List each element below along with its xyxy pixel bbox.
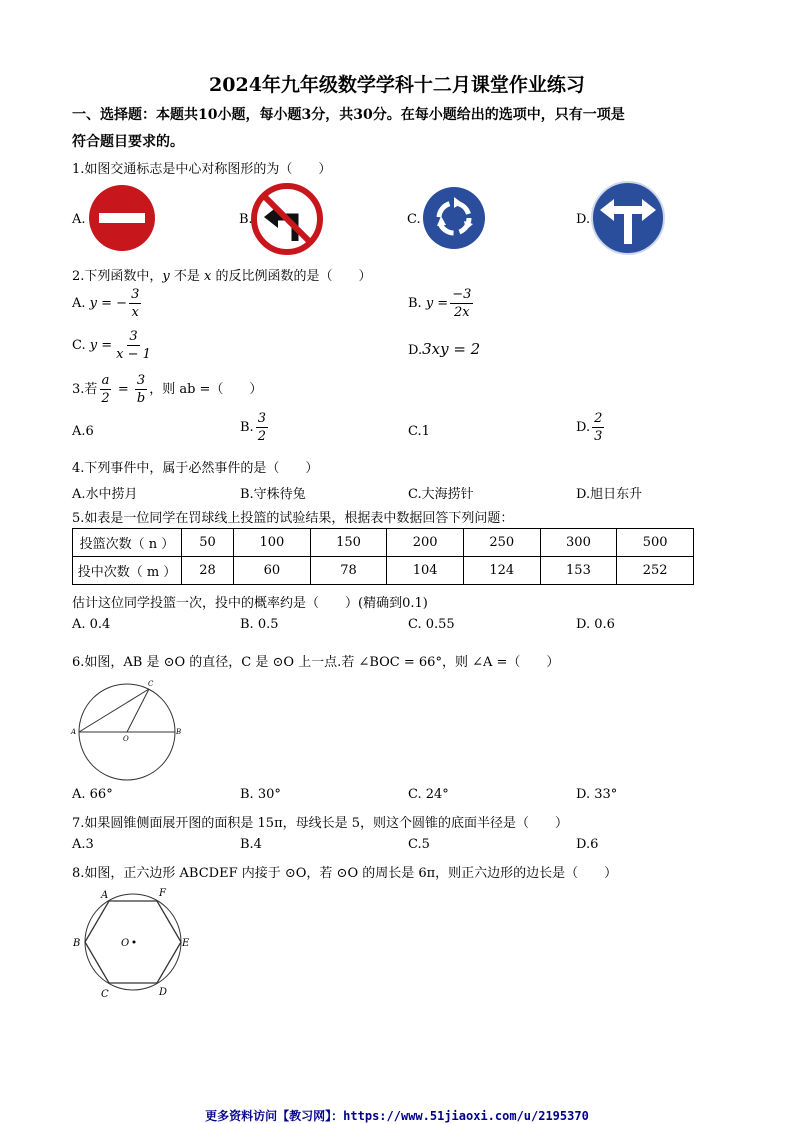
q1-stem: 1.如图交通标志是中心对称图形的为（ ）	[72, 162, 332, 177]
q2-option-c: C. y = $\frac{3}{x - 1}$	[72, 329, 151, 362]
footer-source-link[interactable]: 更多资料访问【教习网】：https://www.51jiaoxi.com/u/2195370	[205, 1109, 589, 1123]
table-cell: 100	[234, 529, 311, 557]
vertex-label-a: A	[101, 890, 109, 901]
q4-option-a: A.水中捞月	[72, 487, 138, 502]
q1-option-d-label: D.	[576, 212, 591, 227]
table-cell: 300	[540, 529, 617, 557]
point-label-c: C	[148, 680, 154, 688]
q2-option-a: A. y = − $\frac{3}{x}$	[72, 287, 140, 320]
vertex-label-e: E	[182, 938, 190, 949]
table-cell: 28	[182, 557, 234, 585]
q5-stem: 5.如表是一位同学在罚球线上投篮的试验结果，根据表中数据回答下列问题：	[72, 511, 514, 526]
table-cell: 104	[387, 557, 464, 585]
table-cell: 500	[617, 529, 694, 557]
no-left-turn-sign-icon	[251, 183, 323, 255]
q6-stem: 6.如图，AB 是 ⊙O 的直径，C 是 ⊙O 上一点.若 ∠BOC = 66°，则 ∠A =（ ）	[72, 655, 560, 670]
q5-option-d: D. 0.6	[576, 617, 615, 632]
q4-stem: 4.下列事件中，属于必然事件的是（ ）	[72, 461, 319, 476]
table-cell: 252	[617, 557, 694, 585]
vertex-label-d: D	[159, 987, 168, 998]
q5-option-a: A. 0.4	[72, 617, 111, 632]
q3-stem: 3.若 $\frac{a}{2}$ = $\frac{3}{b}$ ，则 ab =（ ）	[72, 373, 263, 406]
roundabout-sign-icon	[422, 186, 486, 250]
table-cell: 60	[234, 557, 311, 585]
q5-option-b: B. 0.5	[240, 617, 279, 632]
q5-question: 估计这位同学投篮一次，投中的概率约是（ ）(精确到0.1)	[72, 596, 428, 611]
q1-option-b-label: B.	[239, 212, 253, 227]
point-label-o: O	[123, 735, 129, 743]
q1-option-c-label: C.	[407, 212, 421, 227]
point-label-b: B	[176, 728, 182, 736]
no-entry-sign-icon	[87, 183, 157, 253]
table-row-header: 投中次数（ m ）	[73, 557, 182, 585]
vertex-label-c: C	[101, 989, 109, 1000]
q7-option-b: B.4	[240, 837, 262, 852]
q4-option-b: B.守株待兔	[240, 487, 306, 502]
table-row	[73, 557, 694, 585]
q7-option-a: A.3	[72, 837, 94, 852]
q2-stem: 2.下列函数中，y 不是 x 的反比例函数的是（ ）	[72, 269, 372, 284]
q6-option-d: D. 33°	[576, 787, 618, 802]
q2-option-d: D.3xy = 2	[408, 340, 481, 358]
table-cell: 153	[540, 557, 617, 585]
q7-option-c: C.5	[408, 837, 430, 852]
q4-option-d: D.旭日东升	[576, 487, 643, 502]
table-cell: 124	[463, 557, 540, 585]
q8-stem: 8.如图，正六边形 ABCDEF 内接于 ⊙O，若 ⊙O 的周长是 6π，则正六边形的边长是（ ）	[72, 866, 618, 881]
turn-left-or-right-sign-icon	[590, 180, 666, 256]
table-cell: 78	[310, 557, 387, 585]
q7-option-d: D.6	[576, 837, 599, 852]
page-title: 2024年九年级数学学科十二月课堂作业练习	[209, 74, 585, 96]
q7-stem: 7.如果圆锥侧面展开图的面积是 15π，母线长是 5，则这个圆锥的底面半径是（ ）	[72, 816, 569, 831]
section-heading-line1: 一、选择题：本题共10小题，每小题3分，共30分。在每小题给出的选项中，只有一项是	[72, 107, 625, 123]
q2-option-b: B. y = $\frac{-3}{2x}$	[408, 287, 472, 320]
q6-option-c: C. 24°	[408, 787, 449, 802]
q8-hexagon-diagram	[70, 885, 198, 1003]
point-label-a: A	[71, 728, 77, 736]
q6-option-b: B. 30°	[240, 787, 281, 802]
table-row	[73, 529, 694, 557]
table-cell: 50	[182, 529, 234, 557]
table-row-header: 投篮次数（ n ）	[73, 529, 182, 557]
table-cell: 200	[387, 529, 464, 557]
q6-option-a: A. 66°	[72, 787, 113, 802]
section-heading-line2: 符合题目要求的。	[72, 134, 184, 150]
q3-option-d: D. $\frac{2}{3}$	[576, 411, 603, 444]
q3-option-a: A.6	[72, 424, 94, 439]
q3-option-b: B. $\frac{3}{2}$	[240, 411, 266, 444]
q6-circle-diagram	[70, 676, 182, 784]
vertex-label-b: B	[73, 938, 81, 949]
table-cell: 150	[310, 529, 387, 557]
center-label-o: O	[121, 938, 130, 949]
q5-option-c: C. 0.55	[408, 617, 455, 632]
q1-option-a-label: A.	[72, 212, 86, 227]
table-cell: 250	[463, 529, 540, 557]
vertex-label-f: F	[159, 888, 166, 899]
q4-option-c: C.大海捞针	[408, 487, 474, 502]
q3-option-c: C.1	[408, 424, 430, 439]
shooting-results-table	[72, 528, 694, 585]
